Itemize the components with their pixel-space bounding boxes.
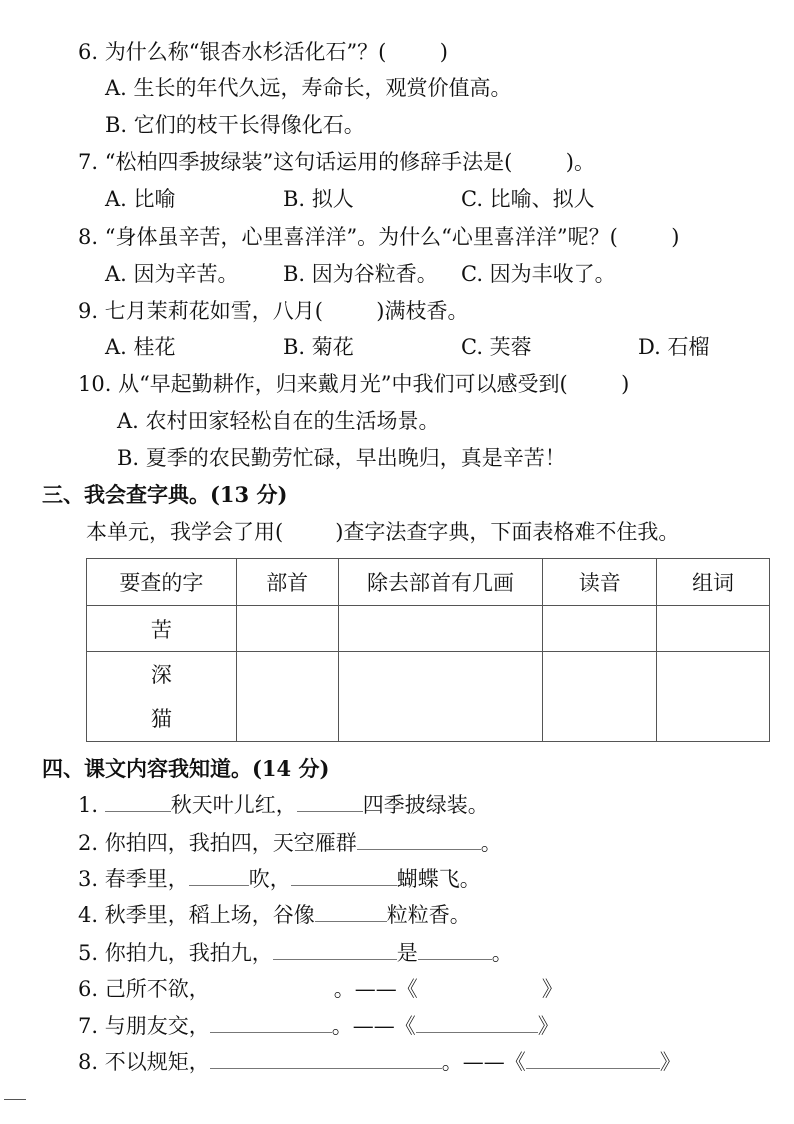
item-number: 6. [78,977,99,1001]
question-6-stem: 6. 为什么称“银杏水杉活化石”？( ) [78,40,448,64]
answer-blank[interactable] [526,1048,660,1069]
item-number: 2. [78,831,99,855]
question-8-option-b: B. 因为谷粒香。 [283,262,438,286]
item-text: 》 [541,977,563,1001]
item-number: 3. [78,867,99,891]
question-7-stem: 7. “松柏四季披绿装”这句话运用的修辞手法是( )。 [78,150,595,174]
item-text: 。 [480,831,502,855]
answer-cell-radical[interactable] [236,652,338,742]
fill-item-5 [78,939,513,967]
item-text: 粒粒香。 [386,903,471,927]
question-6-option-a: A. 生长的年代久远，寿命长，观赏价值高。 [105,76,512,100]
answer-blank[interactable] [357,829,481,850]
item-number: 7. [78,1014,99,1038]
table-row [87,606,770,652]
fill-item-4 [78,901,471,929]
item-text: 吹， [248,867,291,891]
item-text: 己所不欲， [104,977,210,1001]
item-text: 你拍九，我拍九， [104,941,273,965]
question-10-stem: 10. 从“早起勤耕作，归来戴月光”中我们可以感受到( ) [78,372,630,396]
question-8-option-c: C. 因为丰收了。 [461,262,616,286]
answer-cell-word[interactable] [657,652,770,742]
answer-cell-pronunciation[interactable] [543,652,657,742]
answer-blank[interactable] [297,791,363,812]
item-text: 春季里， [104,867,189,891]
question-9-option-d: D. 石榴 [638,335,710,359]
table-char-text: 深 [150,662,172,687]
answer-cell-strokes[interactable] [338,606,543,652]
table-header-cell: 部首 [236,559,338,606]
answer-blank[interactable] [418,939,492,960]
section-3-intro-before: 本单元，我学会了用( [86,520,284,544]
item-text: 秋季里，稻上场，谷像 [104,903,315,927]
item-text: 。——《 [441,1050,526,1074]
table-header-row [87,559,770,606]
answer-blank[interactable] [210,975,334,996]
section-3-title: 三、我会查字典。(13 分) [42,482,288,507]
table-header-cell: 除去部首有几画 [338,559,543,606]
item-text: 是 [396,941,418,965]
table-row [87,652,770,742]
table-char-cell [87,652,237,742]
section-4-title: 四、课文内容我知道。(14 分) [42,756,330,781]
dictionary-table [86,558,770,742]
fill-item-7 [78,1012,559,1040]
answer-blank[interactable] [418,975,542,996]
item-text: 秋天叶儿红， [170,793,297,817]
answer-blank[interactable] [273,939,397,960]
item-text: 。 [491,941,513,965]
item-number: 8. [78,1050,99,1074]
question-9-option-c: C. 芙蓉 [461,335,532,359]
answer-blank[interactable] [105,791,171,812]
question-8-option-a: A. 因为辛苦。 [105,262,239,286]
fill-item-8 [78,1048,681,1076]
section-3-intro-after: )查字法查字典，下面表格难不住我。 [335,520,680,544]
item-number: 1. [78,793,99,817]
question-7-option-b: B. 拟人 [283,187,354,211]
page-edge-mark [4,1099,26,1100]
item-text: 》 [537,1014,559,1038]
item-text: 。——《 [331,1014,416,1038]
item-text: 四季披绿装。 [362,793,489,817]
fill-item-2 [78,829,502,857]
answer-blank[interactable] [210,1012,332,1033]
answer-blank[interactable] [315,901,387,922]
item-text: 蝴蝶飞。 [396,867,481,891]
item-text: 不以规矩， [104,1050,210,1074]
question-9-option-b: B. 菊花 [283,335,354,359]
answer-blank[interactable] [189,865,249,886]
fill-item-1 [78,791,489,819]
item-text: 与朋友交， [104,1014,210,1038]
question-10-option-b: B. 夏季的农民勤劳忙碌，早出晚归，真是辛苦！ [117,446,566,470]
question-9-stem: 9. 七月茉莉花如雪，八月( )满枝香。 [78,299,469,323]
question-7-option-a: A. 比喻 [105,187,176,211]
question-6-option-b: B. 它们的枝干长得像化石。 [105,113,365,137]
item-text: 。——《 [333,977,418,1001]
answer-cell-pronunciation[interactable] [543,606,657,652]
question-9-option-a: A. 桂花 [105,335,176,359]
item-text: 你拍四，我拍四，天空雁群 [104,831,357,855]
item-number: 5. [78,941,99,965]
table-header-cell: 要查的字 [87,559,237,606]
table-header-cell: 读音 [543,559,657,606]
question-8-stem: 8. “身体虽辛苦，心里喜洋洋”。为什么“心里喜洋洋”呢？( ) [78,225,680,249]
answer-cell-word[interactable] [657,606,770,652]
answer-blank[interactable] [210,1048,442,1069]
item-number: 4. [78,903,99,927]
question-7-option-c: C. 比喻、拟人 [461,187,595,211]
answer-cell-strokes[interactable] [338,652,543,742]
answer-blank[interactable] [291,865,397,886]
answer-cell-radical[interactable] [236,606,338,652]
question-10-option-a: A. 农村田家轻松自在的生活场景。 [117,409,440,433]
section-3-intro [86,518,679,546]
table-char-text: 猫 [150,706,172,731]
table-header-cell: 组词 [657,559,770,606]
fill-item-3 [78,865,481,893]
answer-blank[interactable] [416,1012,538,1033]
table-char-cell: 苦 [87,606,237,652]
fill-item-6 [78,975,563,1003]
item-text: 》 [659,1050,681,1074]
